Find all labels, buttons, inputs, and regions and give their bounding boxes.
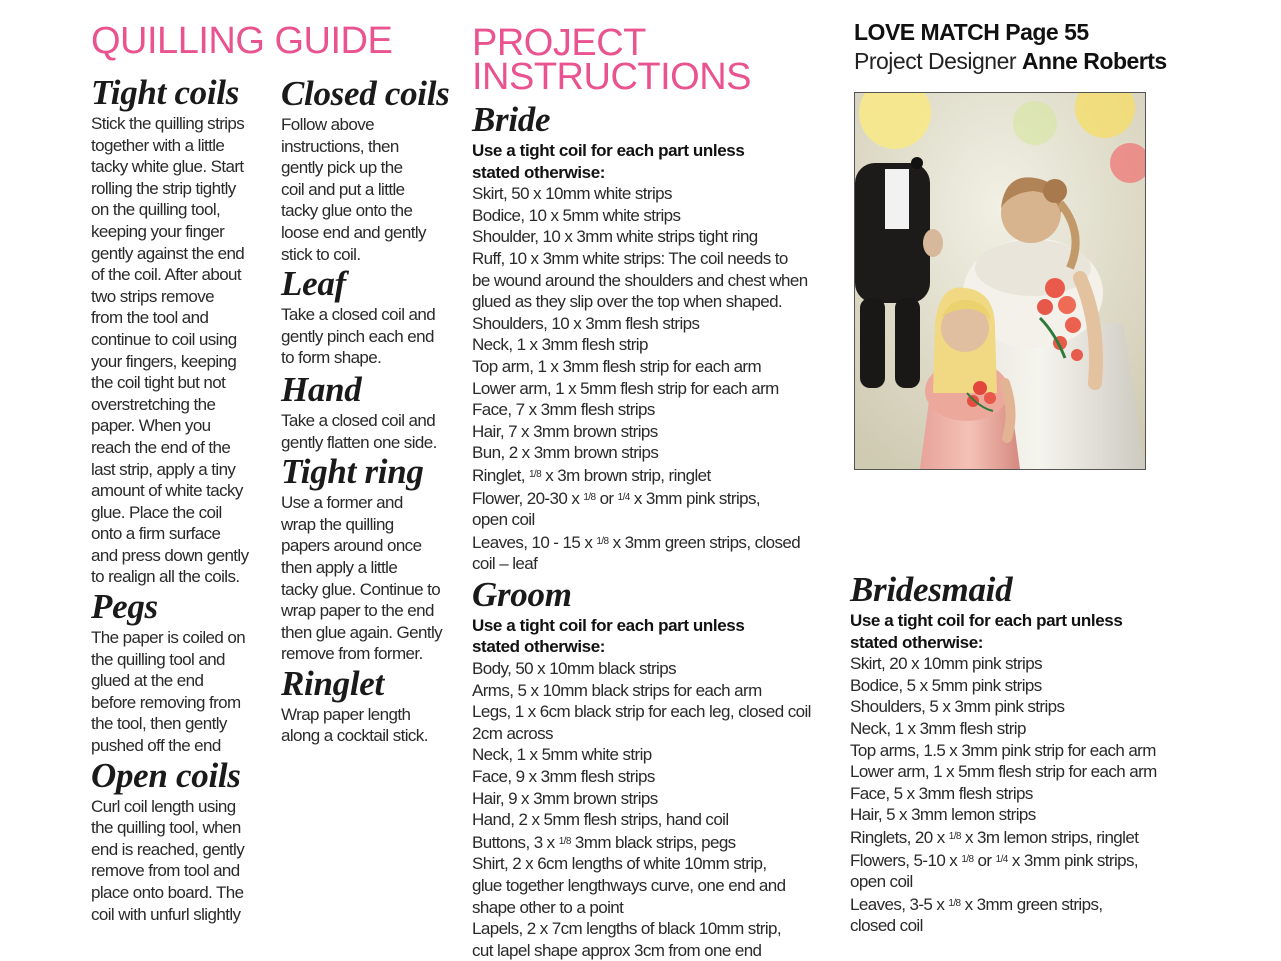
tight-coils-text xyxy=(91,113,281,588)
text-line: coil with unfurl slightly xyxy=(91,904,241,924)
text-line: gently pick up the xyxy=(281,158,403,178)
text-line: Take a closed coil and xyxy=(281,410,436,430)
text-line: gently flatten one side. xyxy=(281,432,437,452)
text-line: Shoulders, 10 x 3mm flesh strips xyxy=(472,313,700,333)
bridesmaid-intro: Use a tight coil for each part unless stated otherwise: xyxy=(850,611,1123,652)
text-line: Arms, 5 x 10mm black strips for each arm xyxy=(472,680,762,700)
text-line: Bun, 2 x 3mm brown strips xyxy=(472,443,659,463)
text-line: Neck, 1 x 3mm flesh strip xyxy=(850,718,1026,738)
text-line: glue. Place the coil xyxy=(91,502,222,522)
text-line: The paper is coiled on xyxy=(91,628,246,648)
text-line: tacky white glue. Start xyxy=(91,157,244,177)
text-line: Hair, 9 x 3mm brown strips xyxy=(472,788,658,808)
text-line: Shoulders, 5 x 3mm pink strips xyxy=(850,697,1065,717)
text-line: the tool, then gently xyxy=(91,714,227,734)
quilled-figures-illustration xyxy=(855,93,1145,469)
text-line: Use a former and xyxy=(281,493,403,513)
text-line: Ruff, 10 x 3mm white strips: The coil needs to xyxy=(472,248,788,268)
text-line: tacky glue onto the xyxy=(281,201,413,221)
text-line: Legs, 1 x 6cm black strip for each leg, closed coil xyxy=(472,702,811,722)
guide-title: QUILLING GUIDE xyxy=(91,20,393,62)
tight-ring-heading: Tight ring xyxy=(281,452,424,492)
project-photo xyxy=(854,92,1146,470)
tight-coils-heading: Tight coils xyxy=(91,73,240,112)
text-line: to realign all the coils. xyxy=(91,567,240,587)
text-line: before removing from xyxy=(91,692,241,712)
text-line: keeping your finger xyxy=(91,221,225,241)
text-line: Face, 5 x 3mm flesh strips xyxy=(850,783,1033,803)
text-line: glue together lengthways curve, one end and xyxy=(472,876,786,895)
text-line: together with a little xyxy=(91,135,225,155)
text-line: last strip, apply a tiny xyxy=(91,459,236,479)
bridesmaid-leaves: Leaves, 3-5 x $^{1/8}$ x 3mm green strips, closed coil xyxy=(850,894,1103,936)
bride-intro: Use a tight coil for each part unless stated otherwise: xyxy=(472,141,745,182)
text-line: Take a closed coil and xyxy=(281,305,436,325)
text-line: stick to coil. xyxy=(281,244,361,264)
text-line: the quilling tool and xyxy=(91,649,225,669)
open-coils-text xyxy=(91,796,281,926)
text-line: along a cocktail stick. xyxy=(281,726,428,746)
text-line: Shoulder, 10 x 3mm white strips tight ring xyxy=(472,227,758,247)
text-line: instructions, then xyxy=(281,136,399,156)
text-line: on the quilling tool, xyxy=(91,200,221,220)
ringlet-heading: Ringlet xyxy=(281,663,384,703)
bride-heading: Bride xyxy=(472,100,551,139)
text-line: and press down gently xyxy=(91,545,249,565)
text-line: wrap paper to the end xyxy=(281,601,434,621)
text-line: wrap the quilling xyxy=(281,514,394,534)
text-line: onto a firm surface xyxy=(91,524,221,544)
text-line: place onto board. The xyxy=(91,883,244,902)
text-line: Follow above xyxy=(281,115,374,134)
text-line: rolling the strip tightly xyxy=(91,178,236,198)
text-line: tacky glue. Continue to xyxy=(281,579,441,599)
text-line: paper. When you xyxy=(91,416,211,436)
leaf-heading: Leaf xyxy=(281,264,346,304)
groom-heading: Groom xyxy=(472,574,572,614)
bridesmaid-heading: Bridesmaid xyxy=(850,570,1013,609)
text-line: from the tool and xyxy=(91,308,209,328)
text-line: your fingers, keeping xyxy=(91,351,237,371)
text-line: remove from tool and xyxy=(91,861,240,881)
text-line: glued at the end xyxy=(91,671,204,691)
text-line: two strips remove xyxy=(91,286,215,306)
text-line: overstretching the xyxy=(91,394,216,414)
text-line: glued as they slip over the top when shaped. xyxy=(472,292,783,312)
text-line: cut lapel shape approx 3cm from one end xyxy=(472,940,762,960)
text-line: loose end and gently xyxy=(281,222,426,242)
bridesmaid-ringlets: Ringlets, 20 x $^{1/8}$ x 3m lemon strips, ringlet xyxy=(850,827,1139,847)
bride-items xyxy=(472,183,832,464)
hand-text xyxy=(281,410,461,453)
text-line: shape other to a point xyxy=(472,897,624,917)
text-line: 2cm across xyxy=(472,723,553,743)
text-line: gently against the end xyxy=(91,243,245,263)
bridesmaid-items xyxy=(850,653,1230,826)
hand-heading: Hand xyxy=(281,369,362,409)
open-coils-heading: Open coils xyxy=(91,755,241,795)
project-title: LOVE MATCH Page 55 xyxy=(854,19,1089,45)
text-line: the quilling tool, when xyxy=(91,818,241,838)
ringlet-text xyxy=(281,704,461,747)
text-line: Bodice, 5 x 5mm pink strips xyxy=(850,675,1042,695)
text-line: Lower arm, 1 x 5mm flesh strip for each arm xyxy=(472,378,779,398)
text-line: then glue again. Gently xyxy=(281,622,443,642)
closed-coils-text xyxy=(281,114,461,265)
leaf-text xyxy=(281,304,461,369)
text-line: Wrap paper length xyxy=(281,704,411,724)
tight-ring-text xyxy=(281,492,461,665)
instructions-title-line1: PROJECT xyxy=(472,22,646,64)
text-line: reach the end of the xyxy=(91,437,231,457)
pegs-text xyxy=(91,627,281,757)
text-line: Hand, 2 x 5mm flesh strips, hand coil xyxy=(472,810,729,830)
text-line: then apply a little xyxy=(281,557,398,577)
groom-items-a xyxy=(472,658,832,831)
bride-ringlet: Ringlet, $^{1/8}$ x 3m brown strip, ringlet xyxy=(472,465,711,485)
text-line: Hair, 7 x 3mm brown strips xyxy=(472,421,658,441)
text-line: Lower arm, 1 x 5mm flesh strip for each arm xyxy=(850,762,1157,782)
text-line: Shirt, 2 x 6cm lengths of white 10mm strip, xyxy=(472,854,767,874)
text-line: of the coil. After about xyxy=(91,265,242,285)
text-line: Bodice, 10 x 5mm white strips xyxy=(472,205,681,225)
text-line: Stick the quilling strips xyxy=(91,114,245,133)
text-line: remove from former. xyxy=(281,644,423,664)
text-line: Face, 9 x 3mm flesh strips xyxy=(472,767,655,787)
text-line: Top arms, 1.5 x 3mm pink strip for each arm xyxy=(850,740,1156,760)
text-line: end is reached, gently xyxy=(91,839,245,859)
groom-items-b xyxy=(472,853,832,961)
text-line: Top arm, 1 x 3mm flesh strip for each arm xyxy=(472,356,762,376)
pegs-heading: Pegs xyxy=(91,587,158,627)
text-line: papers around once xyxy=(281,536,422,556)
text-line: Skirt, 20 x 10mm pink strips xyxy=(850,654,1042,674)
text-line: the coil tight but not xyxy=(91,373,226,393)
text-line: coil and put a little xyxy=(281,179,405,199)
groom-intro: Use a tight coil for each part unless stated otherwise: xyxy=(472,615,745,657)
groom-buttons: Buttons, 3 x $^{1/8}$ 3mm black strips, pegs xyxy=(472,832,736,852)
bridesmaid-flowers: Flowers, 5-10 x $^{1/8}$ or $^{1/4}$ x 3mm pink strips, open coil xyxy=(850,850,1139,892)
text-line: Body, 50 x 10mm black strips xyxy=(472,659,676,679)
text-line: to form shape. xyxy=(281,348,382,368)
text-line: Skirt, 50 x 10mm white strips xyxy=(472,184,672,204)
text-line: Neck, 1 x 3mm flesh strip xyxy=(472,335,648,355)
closed-coils-heading: Closed coils xyxy=(281,74,450,113)
designer-name: Anne Roberts xyxy=(1021,48,1167,74)
text-line: Hair, 5 x 3mm lemon strips xyxy=(850,805,1036,825)
text-line: gently pinch each end xyxy=(281,326,434,346)
bride-leaves: Leaves, 10 - 15 x $^{1/8}$ x 3mm green strips, closed coil – leaf xyxy=(472,532,801,574)
text-line: Neck, 1 x 5mm white strip xyxy=(472,745,652,765)
bride-flower: Flower, 20-30 x $^{1/8}$ or $^{1/4}$ x 3mm pink strips, open coil xyxy=(472,488,761,530)
text-line: Face, 7 x 3mm flesh strips xyxy=(472,400,655,420)
text-line: pushed off the end xyxy=(91,736,221,756)
text-line: be wound around the shoulders and chest when xyxy=(472,270,808,290)
project-designer: Project Designer Anne Roberts xyxy=(854,48,1167,74)
text-line: Curl coil length using xyxy=(91,796,236,816)
text-line: amount of white tacky xyxy=(91,481,243,501)
text-line: Lapels, 2 x 7cm lengths of black 10mm strip, xyxy=(472,919,782,939)
instructions-title-line2: INSTRUCTIONS xyxy=(472,56,751,98)
text-line: continue to coil using xyxy=(91,329,237,349)
